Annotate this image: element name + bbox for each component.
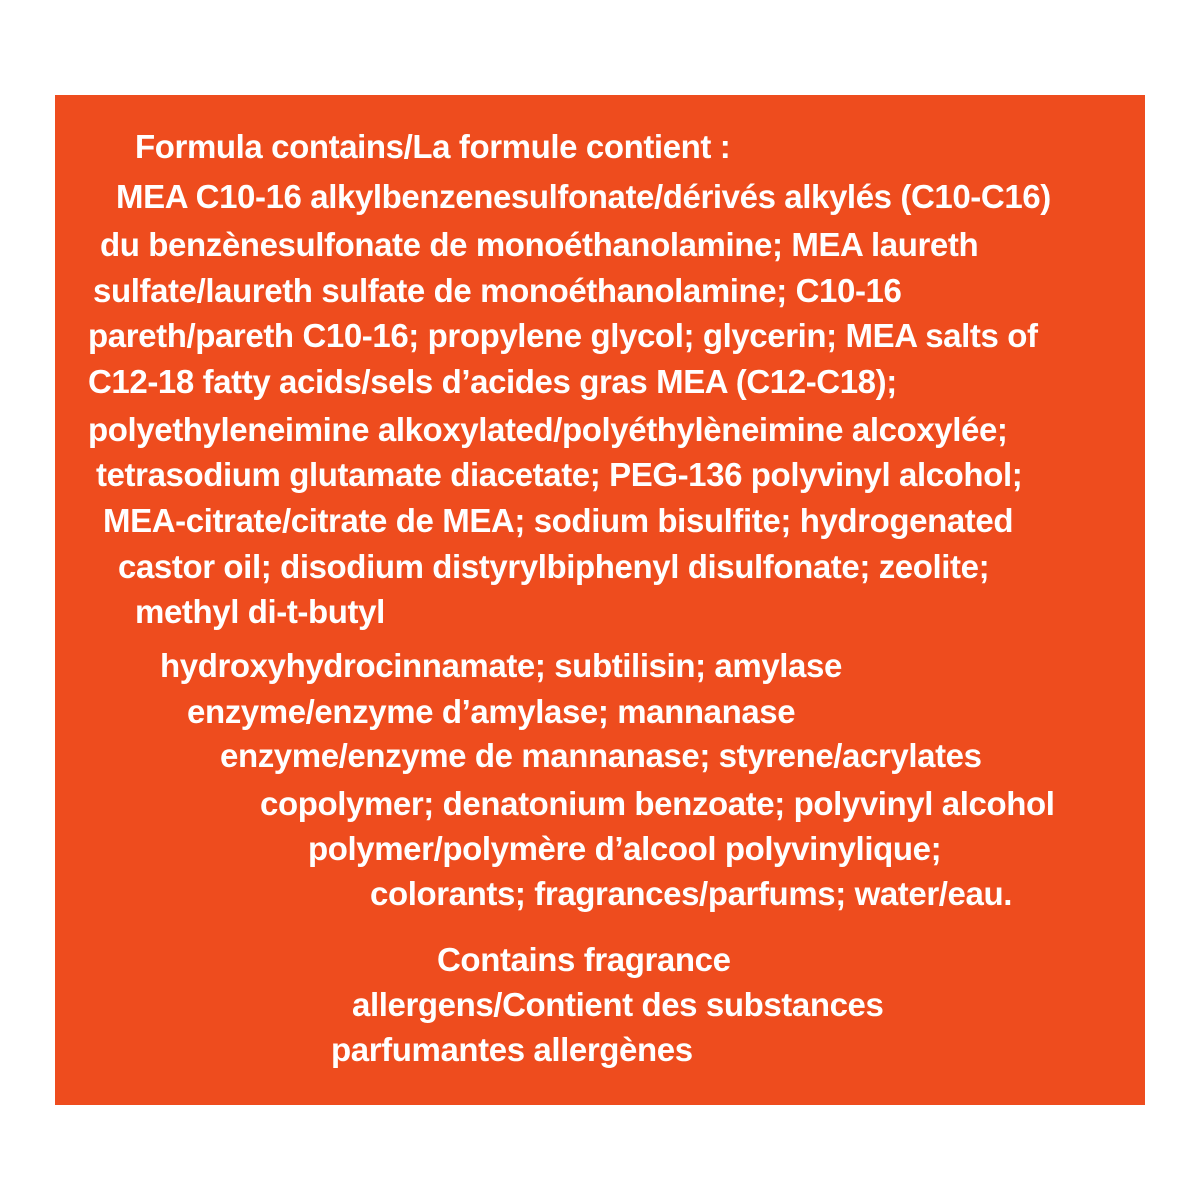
ingredient-line: polymer/polymère d’alcool polyvinylique;: [308, 830, 942, 867]
ingredient-line: C12-18 fatty acids/sels d’acides gras MEA (C12-C18);: [88, 363, 897, 400]
ingredient-line: enzyme/enzyme d’amylase; mannanase: [187, 693, 796, 730]
ingredient-line: enzyme/enzyme de mannanase; styrene/acrylates: [220, 737, 982, 774]
ingredient-line: methyl di-t-butyl: [135, 593, 385, 630]
ingredient-line: castor oil; disodium distyrylbiphenyl disulfonate; zeolite;: [118, 548, 990, 585]
ingredient-line: polyethyleneimine alkoxylated/polyéthylèneimine alcoxylée;: [88, 411, 1008, 448]
allergens-line: Contains fragrance: [437, 941, 731, 978]
ingredient-line: du benzènesulfonate de monoéthanolamine; MEA laureth: [100, 226, 979, 263]
ingredient-line: MEA C10-16 alkylbenzenesulfonate/dérivés alkylés (C10-C16): [116, 178, 1051, 215]
ingredient-line: sulfate/laureth sulfate de monoéthanolamine; C10-16: [93, 272, 902, 309]
allergens-line: parfumantes allergènes: [331, 1031, 693, 1068]
ingredient-line: hydroxyhydrocinnamate; subtilisin; amylase: [160, 647, 842, 684]
ingredient-line: colorants; fragrances/parfums; water/eau.: [370, 875, 1012, 912]
allergens-line: allergens/Contient des substances: [352, 986, 884, 1023]
ingredient-line: copolymer; denatonium benzoate; polyvinyl alcohol: [260, 785, 1055, 822]
ingredient-line: pareth/pareth C10-16; propylene glycol; glycerin; MEA salts of: [88, 317, 1038, 354]
ingredients-heading: Formula contains/La formule contient :: [135, 128, 731, 165]
ingredient-line: MEA-citrate/citrate de MEA; sodium bisulfite; hydrogenated: [103, 502, 1014, 539]
ingredient-line: tetrasodium glutamate diacetate; PEG-136 polyvinyl alcohol;: [96, 456, 1023, 493]
